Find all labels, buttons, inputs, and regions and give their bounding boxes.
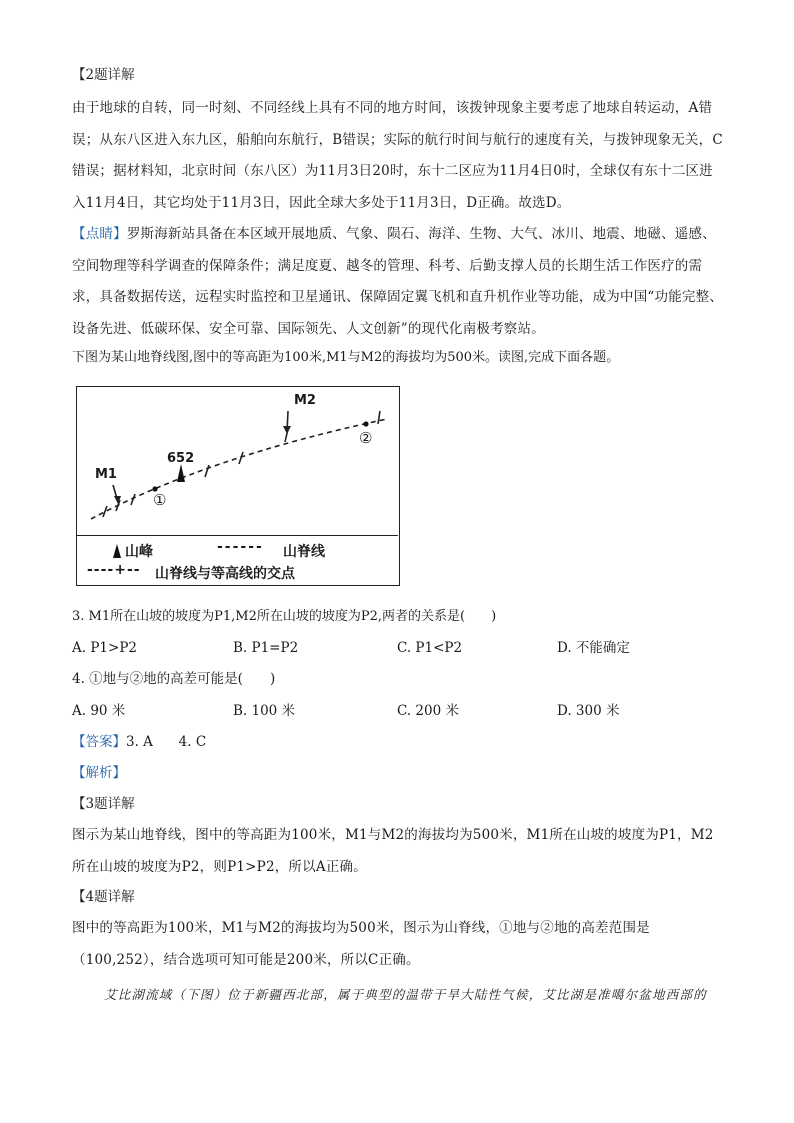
q3-option-b: B. P1=P2 <box>233 640 299 656</box>
q3d-body: 图示为某山地脊线，图中的等高距为100米，M1与M2的海拔均为500米，M1所在山坡的坡度为P1，M2所在山坡的坡度为P2，则P1>P2，所以A正确。 <box>72 827 714 875</box>
map-legend <box>77 535 398 586</box>
note-block <box>72 219 726 345</box>
legend-cross-symbol: ----+-- <box>87 562 141 578</box>
note-body: 罗斯海新站具备在本区域开展地质、气象、陨石、海洋、生物、大气、冰川、地震、地磁、遥感、空间物理等科学调查的保障条件；满足度夏、越冬的管理、科考、后勤支撑人员的长期生活工作医疗的需求，具备数据传送，远程实时监控和卫星通讯、保障固定翼飞机和直升机作业等功能，成为中国“功能完整、设备先进、低碳环保、安全可靠、国际领先、人文创新”的现代化南极考察站。 <box>72 226 723 337</box>
q2-heading: 【2题详解 <box>72 67 135 83</box>
q3-option-c: C. P1<P2 <box>397 640 463 656</box>
contour-cross-5 <box>239 452 243 464</box>
answer-tag: 【答案】 <box>72 734 126 750</box>
next-question-intro: 艾比湖流域（下图）位于新疆西北部，属于典型的温带干旱大陆性气候，艾比湖是准噶尔盆地西部的 <box>104 987 707 1002</box>
m2-arrow-head <box>283 426 291 434</box>
contour-cross-1 <box>103 506 107 517</box>
q4-option-c: C. 200 米 <box>397 703 459 719</box>
ridge-line <box>91 419 387 519</box>
label-point-1: ① <box>153 491 167 509</box>
point-2-dot <box>363 421 368 426</box>
legend-ridge-symbol: ------ <box>217 539 264 555</box>
q3-stem: 3. M1所在山坡的坡度为P1,M2所在山坡的坡度为P2,两者的关系是( ) <box>72 609 497 624</box>
label-peak: 652 <box>167 451 195 466</box>
legend-cross-text: 山脊线与等高线的交点 <box>155 566 295 582</box>
q2-body: 由于地球的自转，同一时刻、不同经线上具有不同的地方时间，该拨钟现象主要考虑了地球自转运动，A错误；从东八区进入东九区，船舶向东航行，B错误；实际的航行时间与航行的速度有关，与拨钟现象无关，C错误；据材料知，北京时间（东八区）为11月3日20时，东十二区应为11月4日0时，全球仅有东十二区进入11月4日，其它均处于11月3日，因此全球大多处于11月3日，D正确。故选D。 <box>72 100 723 211</box>
q4-option-d: D. 300 米 <box>557 703 620 719</box>
q4d-heading: 【4题详解 <box>72 889 135 905</box>
label-m1: M1 <box>95 467 117 482</box>
contour-cross-4 <box>205 465 209 477</box>
note-tag: 【点睛】 <box>72 226 127 242</box>
ridge-map-drawing <box>77 387 398 535</box>
q4-option-b: B. 100 米 <box>233 703 296 719</box>
legend-peak-text: 山峰 <box>125 544 153 560</box>
q4d-body: 图中的等高距为100米，M1与M2的海拔均为500米，图示为山脊线，①地与②地的高差范围是（100,252），结合选项可知可能是200米，所以C正确。 <box>72 920 650 968</box>
q4-option-a: A. 90 米 <box>72 703 126 719</box>
intro-text: 下图为某山地脊线图,图中的等高距为100米,M1与M2的海拔均为500米。读图,完成下面各题。 <box>72 350 620 365</box>
q4-stem: 4. ①地与②地的高差可能是( ) <box>72 671 276 687</box>
label-m2: M2 <box>294 393 316 408</box>
q3-option-d: D. 不能确定 <box>557 640 630 656</box>
q3d-heading: 【3题详解 <box>72 796 135 812</box>
legend-peak-icon <box>111 543 123 559</box>
peak-icon <box>177 464 185 482</box>
ridge-map <box>76 386 400 586</box>
analysis-tag: 【解析】 <box>72 765 126 781</box>
q3-option-a: A. P1>P2 <box>72 640 137 656</box>
legend-ridge-text: 山脊线 <box>283 544 325 560</box>
contour-cross-7 <box>378 411 380 424</box>
label-point-2: ② <box>359 429 373 447</box>
answer-value: 3. A 4. C <box>126 734 207 750</box>
answer-line <box>72 731 726 753</box>
